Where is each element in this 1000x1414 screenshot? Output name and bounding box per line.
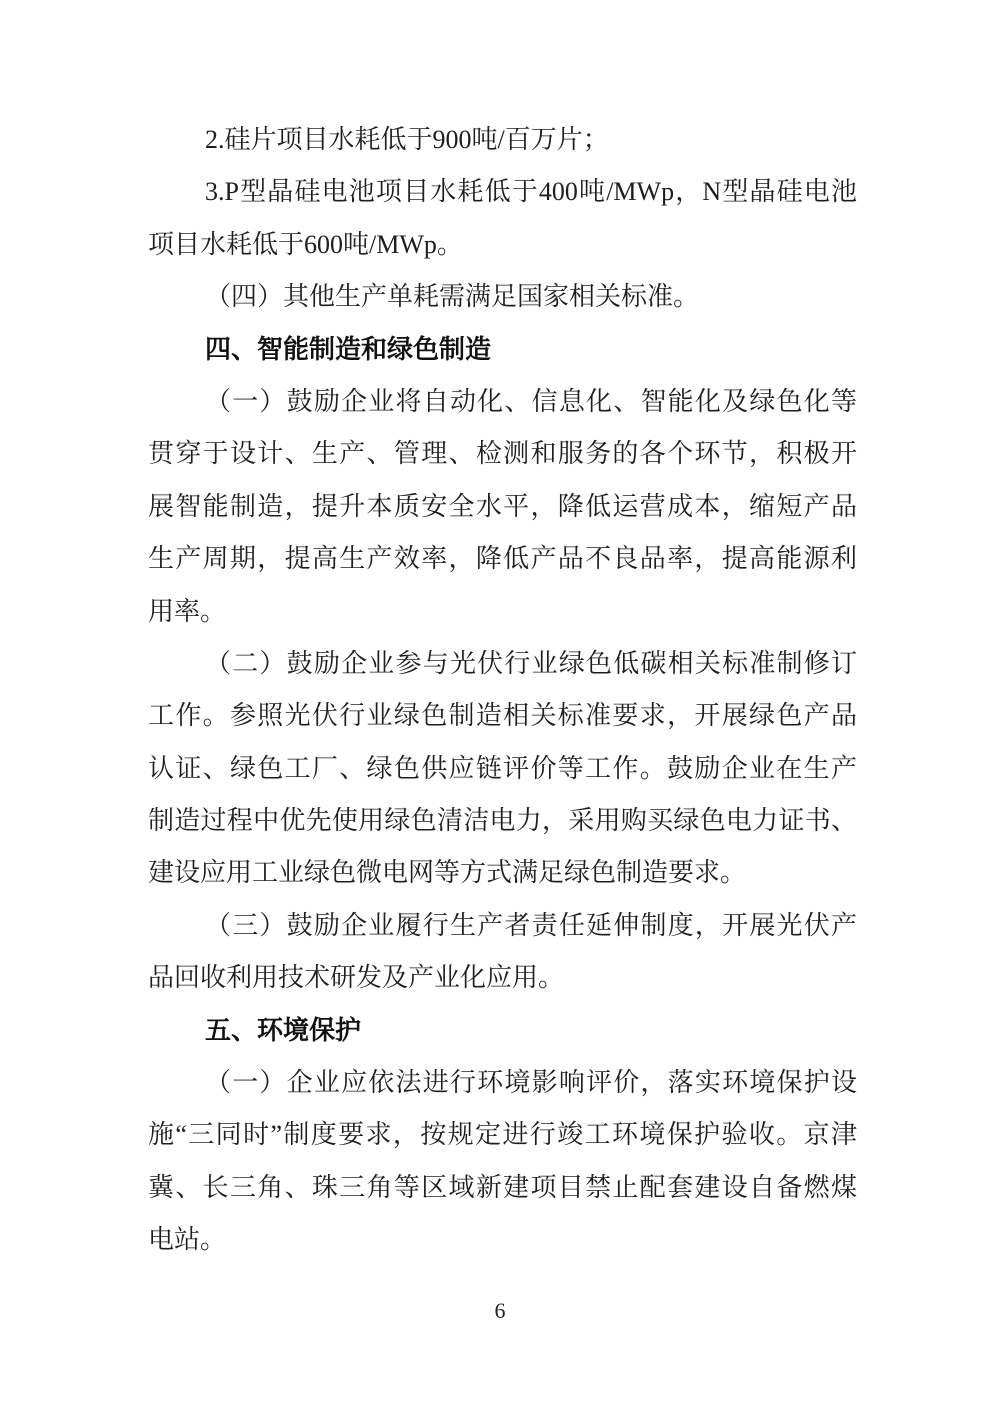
paragraph-line: （二）鼓励企业参与光伏行业绿色低碳相关标准制修订 [205,648,857,678]
paragraph-line: 工作。参照光伏行业绿色制造相关标准要求，开展绿色产品 [148,701,857,731]
paragraph-line: 用率。 [148,596,227,626]
section-heading: 五、环境保护 [205,1015,362,1045]
paragraph-line: 2.硅片项目水耗低于900吨/百万片； [205,125,609,154]
paragraph-line: （三）鼓励企业履行生产者责任延伸制度，开展光伏产 [205,910,857,940]
paragraph-line: 建设应用工业绿色微电网等方式满足绿色制造要求。 [148,858,747,888]
paragraph-line: 生产周期，提高生产效率，降低产品不良品率，提高能源利 [148,544,857,574]
paragraph-line: （四）其他生产单耗需满足国家相关标准。 [205,282,700,312]
paragraph-line: 品回收利用技术研发及产业化应用。 [148,963,565,993]
paragraph-line: 制造过程中优先使用绿色清洁电力，采用购买绿色电力证书、 [148,806,857,836]
page-number: 6 [494,1298,506,1323]
paragraph-line: 施“三同时”制度要求，按规定进行竣工环境保护验收。京津 [148,1120,857,1150]
paragraph-line: （一）企业应依法进行环境影响评价，落实环境保护设 [205,1068,857,1098]
paragraph-line: 冀、长三角、珠三角等区域新建项目禁止配套建设自备燃煤 [148,1172,857,1202]
text-block [148,114,857,1267]
paragraph-line: 3.P型晶硅电池项目水耗低于400吨/MWp，N型晶硅电池 [205,177,857,207]
paragraph-line: （一）鼓励企业将自动化、信息化、智能化及绿色化等 [205,386,857,416]
paragraph-line: 项目水耗低于600吨/MWp。 [148,229,463,259]
paragraph-line: 认证、绿色工厂、绿色供应链评价等工作。鼓励企业在生产 [148,753,857,783]
paragraph-line: 电站。 [148,1225,227,1255]
paragraph-line: 贯穿于设计、生产、管理、检测和服务的各个环节，积极开 [148,439,857,469]
paragraph-line: 展智能制造，提升本质安全水平，降低运营成本，缩短产品 [148,491,857,521]
section-heading: 四、智能制造和绿色制造 [205,334,492,364]
